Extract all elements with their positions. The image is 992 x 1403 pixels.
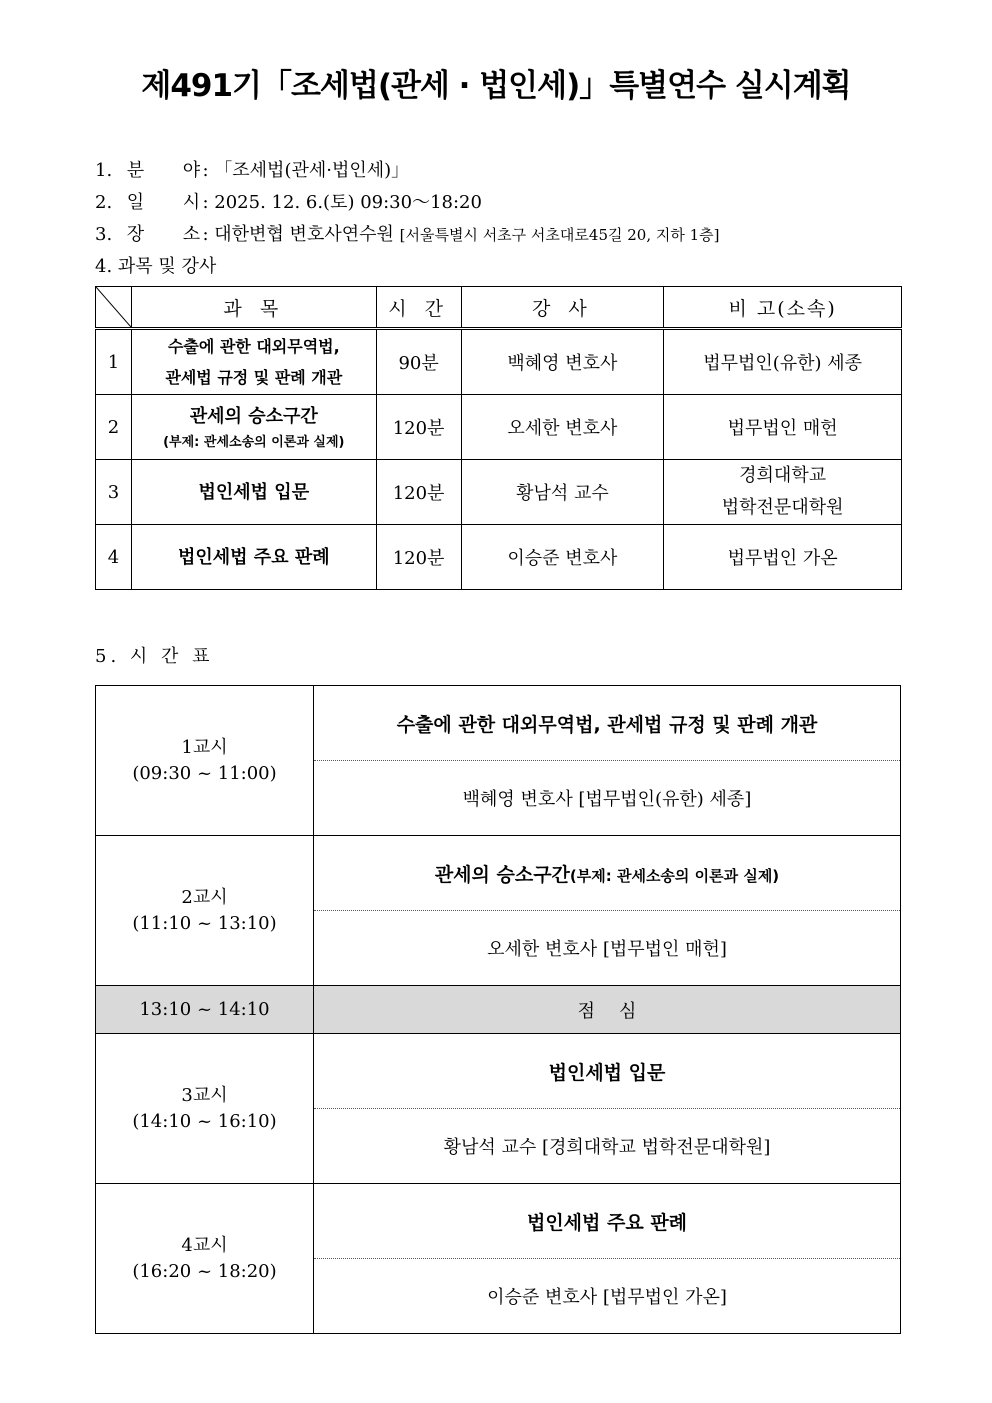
row-subject: 관세의 승소구간 (부제: 관세소송의 이론과 실제) xyxy=(131,395,376,460)
course-table xyxy=(95,286,902,590)
info-schedule-date: 2. 일 시 : 2025. 12. 6.(토) 09:30～18:20 xyxy=(95,192,482,213)
row-time: 120분 xyxy=(376,395,461,460)
period-lecturer: 오세한 변호사 [법무법인 매헌] xyxy=(314,911,901,986)
section-5-heading: 5. 시 간 표 xyxy=(95,646,214,667)
table-row xyxy=(96,395,902,460)
schedule-row xyxy=(96,1034,901,1109)
row-lecturer: 백혜영 변호사 xyxy=(461,329,664,395)
row-affiliation: 법무법인 가온 xyxy=(664,525,902,590)
table-row xyxy=(96,525,902,590)
period-subject: 관세의 승소구간(부제: 관세소송의 이론과 실제) xyxy=(314,836,901,911)
period-subject: 법인세법 주요 판례 xyxy=(314,1184,901,1259)
info-field-area: 1. 분 야 : 「조세법(관세·법인세)」 xyxy=(95,160,410,181)
row-number: 2 xyxy=(96,395,132,460)
row-time: 120분 xyxy=(376,460,461,525)
info-date-value: 2025. 12. 6.(토) 09:30～18:20 xyxy=(214,192,482,213)
row-time: 120분 xyxy=(376,525,461,590)
row-number: 1 xyxy=(96,329,132,395)
schedule-row xyxy=(96,1184,901,1259)
table-row xyxy=(96,460,902,525)
row-affiliation: 법무법인(유한) 세종 xyxy=(664,329,902,395)
table-row xyxy=(96,329,902,395)
row-affiliation: 경희대학교 법학전문대학원 xyxy=(664,460,902,525)
course-table-header xyxy=(96,287,902,329)
info-location-address: [서울특별시 서초구 서초대로45길 20, 지하 1층] xyxy=(399,226,720,244)
info-location: 3. 장 소 : 대한변협 변호사연수원 [서울특별시 서초구 서초대로45길 20, 지하 1층] xyxy=(95,224,720,245)
period-cell: 3교시 (14:10 ~ 16:10) xyxy=(96,1034,314,1184)
schedule-table xyxy=(95,685,901,1334)
period-cell: 2교시 (11:10 ~ 13:10) xyxy=(96,836,314,986)
info-field-value: 「조세법(관세·법인세)」 xyxy=(214,160,410,181)
section-4-heading: 4. 과목 및 강사 xyxy=(95,256,217,277)
diagonal-header-cell xyxy=(96,287,132,329)
lunch-label: 점심 xyxy=(314,986,901,1034)
header-subject: 과 목 xyxy=(131,287,376,329)
period-subject: 수출에 관한 대외무역법, 관세법 규정 및 판례 개관 xyxy=(314,686,901,761)
row-subject: 법인세법 주요 판례 xyxy=(131,525,376,590)
schedule-row xyxy=(96,686,901,761)
row-affiliation: 법무법인 매헌 xyxy=(664,395,902,460)
lunch-time: 13:10 ~ 14:10 xyxy=(96,986,314,1034)
header-lecturer: 강 사 xyxy=(461,287,664,329)
row-time: 90분 xyxy=(376,329,461,395)
row-subject: 수출에 관한 대외무역법, 관세법 규정 및 판례 개관 xyxy=(131,329,376,395)
header-time: 시 간 xyxy=(376,287,461,329)
info-location-value: 대한변협 변호사연수원 xyxy=(214,224,394,245)
lunch-row xyxy=(96,986,901,1034)
row-number: 4 xyxy=(96,525,132,590)
row-lecturer: 오세한 변호사 xyxy=(461,395,664,460)
row-lecturer: 이승준 변호사 xyxy=(461,525,664,590)
period-lecturer: 이승준 변호사 [법무법인 가온] xyxy=(487,1287,727,1308)
document-title: 제491기「조세법(관세 · 법인세)」특별연수 실시계획 xyxy=(141,68,851,104)
period-lecturer: 백혜영 변호사 [법무법인(유한) 세종] xyxy=(314,761,901,836)
period-lecturer: 황남석 교수 [경희대학교 법학전문대학원] xyxy=(314,1109,901,1184)
row-lecturer: 황남석 교수 xyxy=(461,460,664,525)
period-cell: 4교시 (16:20 ~ 18:20) xyxy=(96,1184,314,1334)
period-subject: 법인세법 입문 xyxy=(314,1034,901,1109)
row-subject: 법인세법 입문 xyxy=(131,460,376,525)
schedule-row xyxy=(96,836,901,911)
row-number: 3 xyxy=(96,460,132,525)
period-cell: 1교시 (09:30 ~ 11:00) xyxy=(96,686,314,836)
header-affiliation: 비 고(소속) xyxy=(664,287,902,329)
